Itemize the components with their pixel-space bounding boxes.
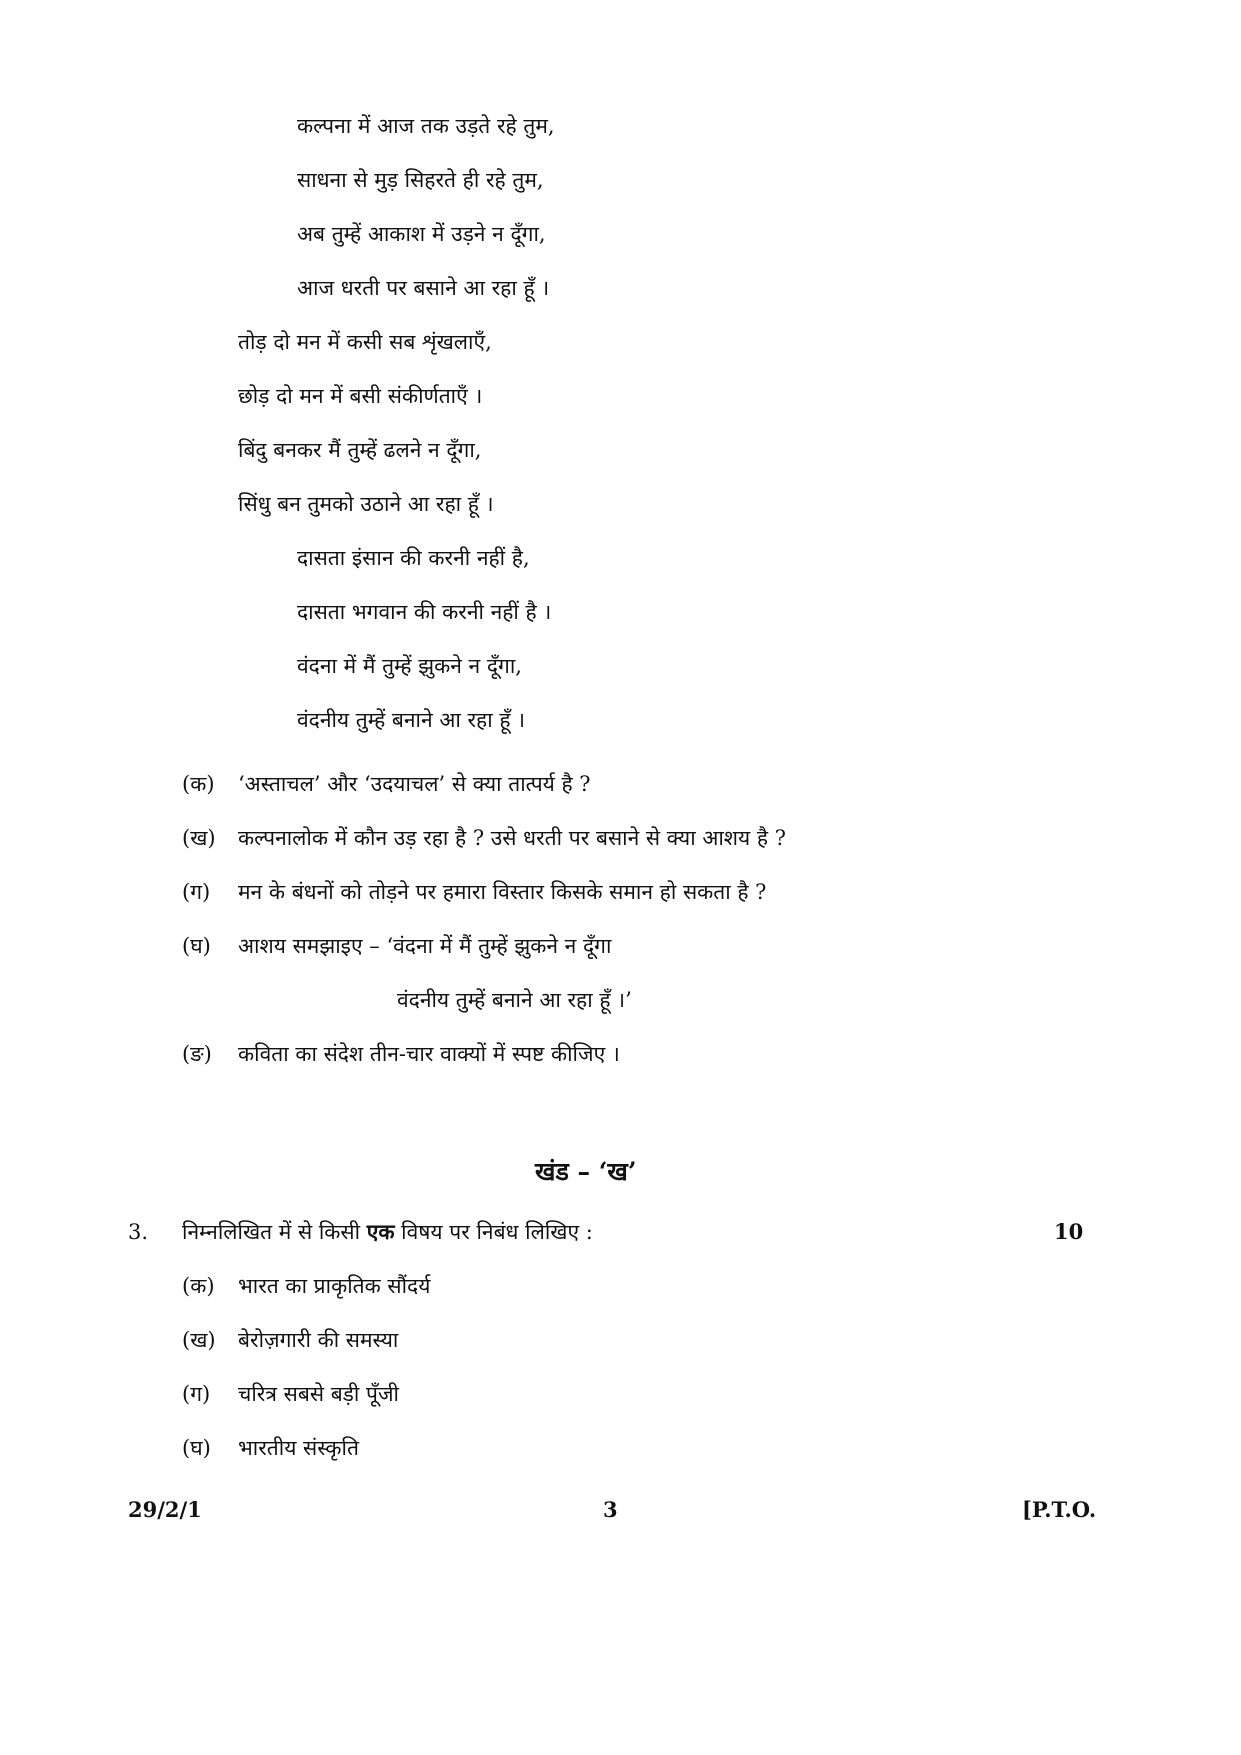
paper-code: 29/2/1 [128,1497,202,1522]
option-label: (ख) [182,1328,216,1352]
option-text: भारत का प्राकृतिक सौंदर्य [238,1274,431,1298]
poem-line: कल्पना में आज तक उड़ते रहे तुम, [297,114,555,138]
question-label: (क) [182,772,215,796]
page-number: 3 [603,1497,618,1522]
poem-line: दासता भगवान की करनी नहीं है । [297,600,552,624]
question-number: 3. [128,1220,149,1244]
question-text-part: निम्नलिखित में से किसी [182,1220,367,1244]
poem-line: आज धरती पर बसाने आ रहा हूँ । [297,276,550,300]
poem-line: छोड़ दो मन में बसी संकीर्णताएँ । [238,384,483,408]
question-label: (ख) [182,826,216,850]
section-heading: खंड – ‘ख’ [535,1157,637,1186]
poem-line: सिंधु बन तुमको उठाने आ रहा हूँ । [238,492,494,516]
poem-line: अब तुम्हें आकाश में उड़ने न दूँगा, [297,222,546,246]
poem-line: वंदना में मैं तुम्हें झुकने न दूँगा, [297,654,522,678]
poem-line: दासता इंसान की करनी नहीं है, [297,546,530,570]
question-label: (ङ) [182,1042,212,1066]
question-text [182,1218,593,1246]
option-text: भारतीय संस्कृति [238,1436,359,1460]
question-text: ‘अस्ताचल’ और ‘उदयाचल’ से क्या तात्पर्य है ? [238,772,591,796]
pto-note: [P.T.O. [1022,1497,1097,1522]
question-text: कल्पनालोक में कौन उड़ रहा है ? उसे धरती पर बसाने से क्या आशय है ? [238,826,787,850]
poem-line: बिंदु बनकर मैं तुम्हें ढलने न दूँगा, [238,438,482,462]
question-label: (घ) [182,934,211,958]
poem-line: तोड़ दो मन में कसी सब शृंखलाएँ, [238,330,492,354]
question-marks: 10 [1054,1219,1084,1244]
question-text: आशय समझाइए – ‘वंदना में मैं तुम्हें झुकने न दूँगा [238,934,612,958]
option-label: (क) [182,1274,215,1298]
question-label: (ग) [182,880,211,904]
poem-line: वंदनीय तुम्हें बनाने आ रहा हूँ । [297,708,526,732]
option-text: बेरोज़गारी की समस्या [238,1328,399,1352]
question-text-part: विषय पर निबंध लिखिए : [394,1220,593,1244]
question-text-continuation: वंदनीय तुम्हें बनाने आ रहा हूँ ।’ [397,988,632,1012]
question-text: मन के बंधनों को तोड़ने पर हमारा विस्तार किसके समान हो सकता है ? [238,880,767,904]
question-text-emphasis: एक [366,1219,395,1244]
option-label: (ग) [182,1382,211,1406]
option-text: चरित्र सबसे बड़ी पूँजी [238,1382,399,1406]
poem-line: साधना से मुड़ सिहरते ही रहे तुम, [297,168,544,192]
question-text: कविता का संदेश तीन-चार वाक्यों में स्पष्ट कीजिए । [238,1042,620,1066]
option-label: (घ) [182,1436,211,1460]
